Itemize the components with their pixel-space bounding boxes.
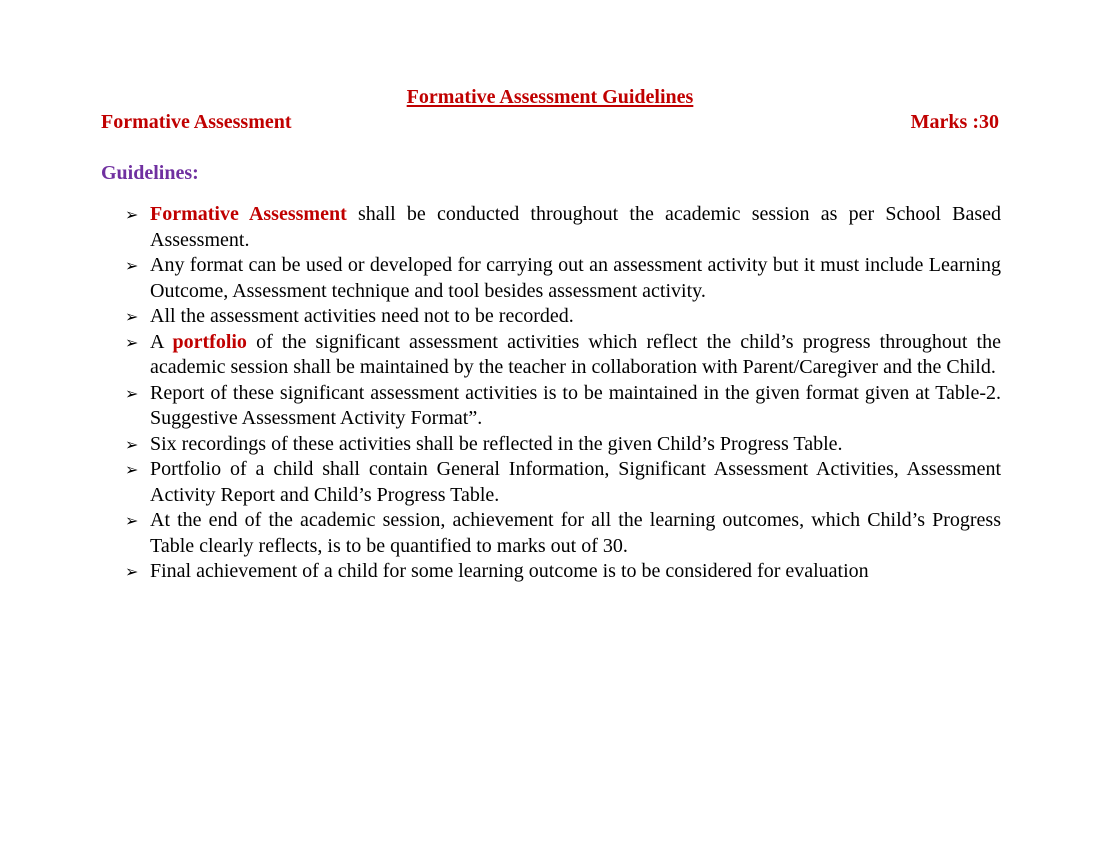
arrowhead-bullet-icon: ➢	[125, 256, 139, 275]
guideline-text: Any format can be used or developed for carrying out an assessment activity but it must include Learning Outcome, Assessment technique and tool besides assessment activity.	[150, 254, 1001, 302]
guideline-text: of the significant assessment activities which reflect the child’s progress throughout the academic session shall be maintained by the teacher in collaboration with Parent/Caregiver and the Child.	[150, 330, 1001, 378]
marks-label: Marks :30	[910, 111, 999, 133]
header-row	[101, 109, 999, 135]
guideline-text: shall be conducted throughout the academic session as per School Based Assessment.	[150, 203, 1001, 251]
guideline-text: At the end of the academic session, achievement for all the learning outcomes, which Child’s Progress Table clearly reflects, is to be quantified to marks out of 30.	[150, 509, 1001, 557]
guideline-highlight: portfolio	[172, 330, 247, 353]
guideline-item-7	[125, 457, 1001, 508]
guideline-text: Six recordings of these activities shall be reflected in the given Child’s Progress Table.	[150, 432, 843, 455]
guideline-list	[125, 202, 1001, 585]
arrowhead-bullet-icon: ➢	[125, 332, 139, 352]
guideline-highlight: Formative Assessment	[150, 203, 347, 225]
document-title: Formative Assessment Guidelines	[406, 86, 694, 108]
guideline-item-3	[125, 304, 1001, 330]
guideline-text: Final achievement of a child for some learning outcome is to be considered for evaluation	[150, 560, 869, 582]
arrowhead-bullet-icon: ➢	[125, 383, 139, 403]
arrowhead-bullet-icon: ➢	[125, 434, 139, 454]
arrowhead-bullet-icon: ➢	[125, 511, 139, 530]
arrowhead-bullet-icon: ➢	[125, 562, 139, 581]
guideline-item-1	[125, 202, 1001, 253]
guideline-item-8	[125, 508, 1001, 559]
arrowhead-bullet-icon: ➢	[125, 307, 139, 326]
arrowhead-bullet-icon: ➢	[125, 205, 139, 224]
guideline-text: All the assessment activities need not to be recorded.	[150, 305, 574, 327]
guideline-item-9	[125, 559, 1001, 585]
guideline-item-6	[125, 432, 1001, 458]
guideline-text-pre: A	[150, 330, 173, 353]
guideline-text: Portfolio of a child shall contain General Information, Significant Assessment Activities, Assessment Activity Report and Child’s Progress Table.	[150, 458, 1001, 506]
guideline-text: Report of these significant assessment activities is to be maintained in the given format given at Table-2. Suggestive Assessment Activity Format”.	[150, 381, 1001, 429]
guideline-item-5	[125, 381, 1001, 432]
guideline-item-4	[125, 330, 1001, 381]
arrowhead-bullet-icon: ➢	[125, 460, 139, 479]
header-left-label: Formative Assessment	[101, 111, 292, 133]
guidelines-heading: Guidelines:	[101, 162, 199, 184]
guideline-item-2	[125, 253, 1001, 304]
